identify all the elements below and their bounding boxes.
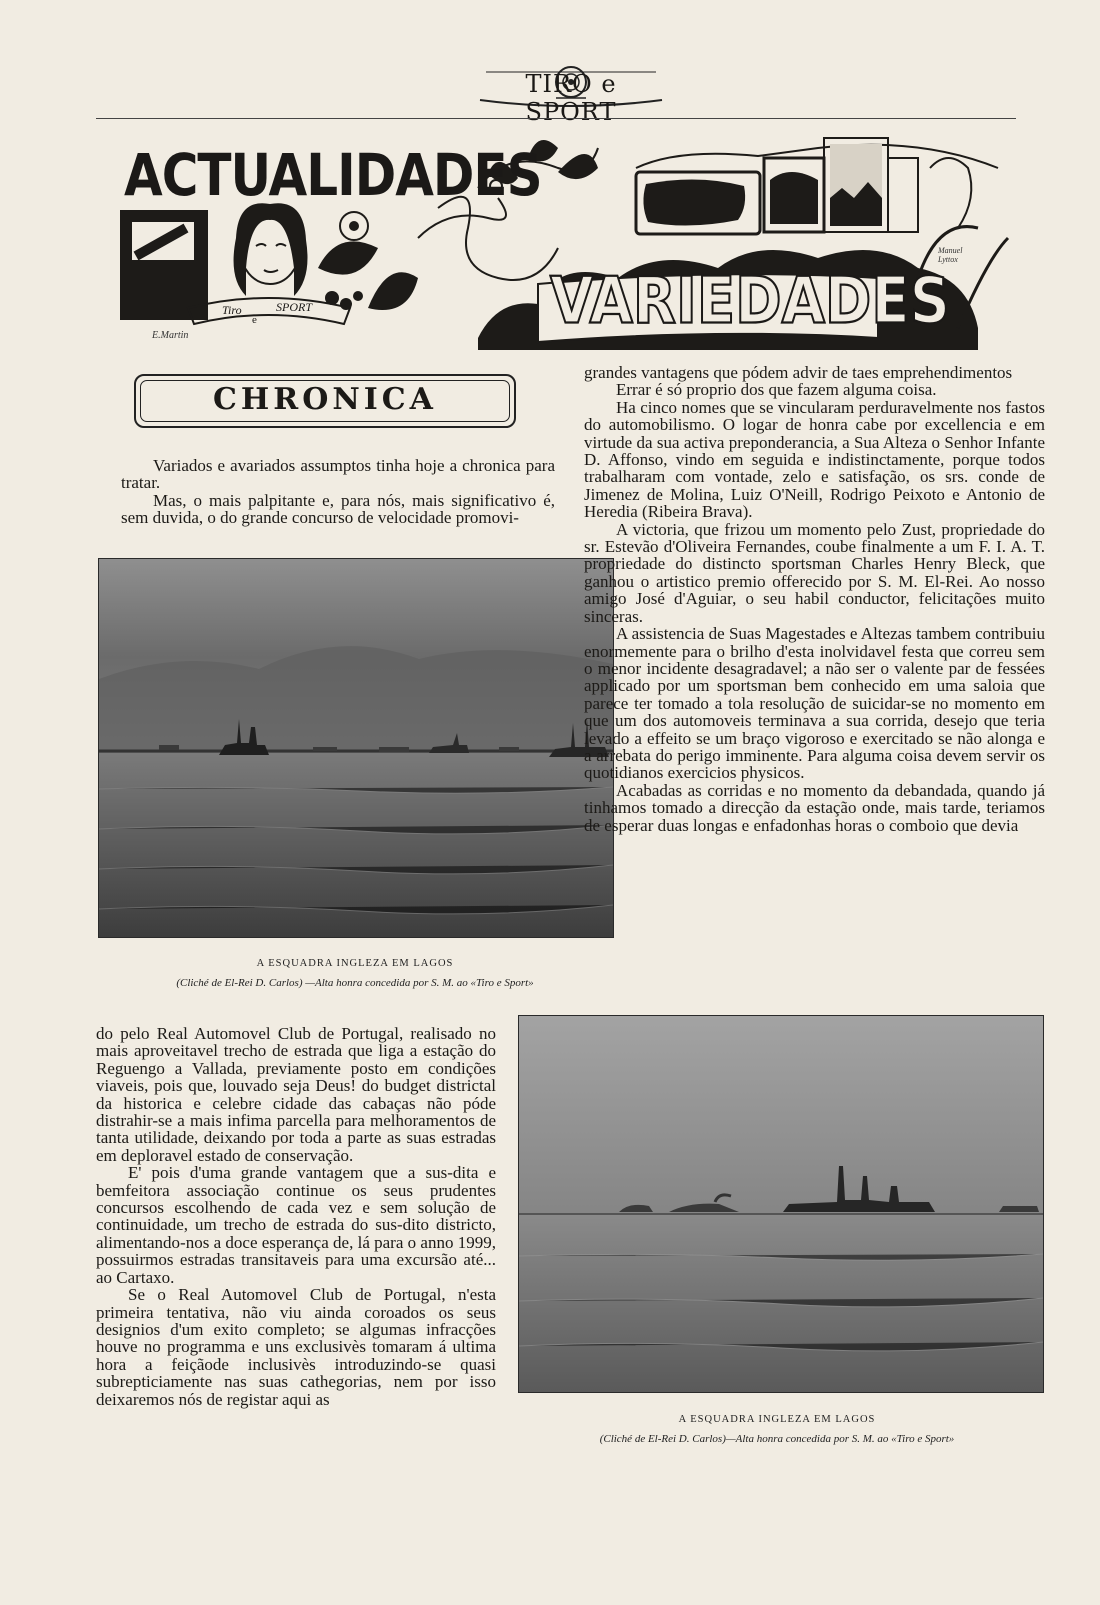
article-column-left-top bbox=[121, 457, 555, 527]
paragraph: Mas, o mais palpitante e, para nós, mais significativo é, sem duvida, o do grande concurso de velocidade promovi- bbox=[121, 490, 555, 528]
paragraph: E' pois d'uma grande vantagem que a sus-dita e bemfeitora associação continue os seus prudentes concursos escolhendo de cada vez e sem solução de continuidade, um trecho de estrada do sus-dito districto, alimentando-nos a doce esperança de, lá para o anno 1999, possuirmos estradas transitaveis para uma excursão até... ao Cartaxo. bbox=[96, 1163, 496, 1287]
article-column-right-top bbox=[584, 364, 1045, 834]
paragraph: A victoria, que frizou um momento pelo Zust, propriedade do sr. Estevão d'Oliveira Fernandes, coube finalmente a um F. I. A. T. propriedade do distincto sportsman Charles Henry Bleck, que ganhou o artistico premio offerecido por S. M. El-Rei. Ao nosso amigo José d'Aguiar, o seu habil conductor, felicitações muito sinceras. bbox=[584, 519, 1045, 626]
paragraph: Variados e avariados assumptos tinha hoje a chronica para tratar. bbox=[121, 456, 555, 493]
paragraph: Se o Real Automovel Club de Portugal, n'esta primeira tentativa, não viu ainda coroados os seus designios d'um exito completo; se algumas infracções houve no programma e uns exclusivès tomaram á ultima hora a feiçãode inclusivès introduzindo-se quasi subrepticiamente nas suas cathegorias, nem por isso deixaremos nós de registar aqui as bbox=[96, 1285, 496, 1409]
artist-signature-right: Manuel Lyttox bbox=[938, 246, 963, 264]
masthead-logo bbox=[476, 62, 666, 126]
paragraph: Errar é só proprio dos que fazem alguma coisa. bbox=[616, 380, 937, 400]
article-column-left-bottom bbox=[96, 1025, 496, 1408]
banner-title-variedades: VARIEDADES bbox=[550, 264, 950, 339]
section-title: CHRONICA bbox=[213, 382, 437, 417]
banner-title-actualidades: ACTUALIDADES bbox=[124, 142, 542, 209]
paragraph: do pelo Real Automovel Club de Portugal, realisado no mais aproveitavel trecho de estrada que liga a estação do Reguengo a Vallada, previamente posto em condições viaveis, pois que, louvado seja Deus! do budget districtal da historica e celebre cidade das cabaças não póde distrahir-se a mais infima parcella para melhoramentos de tanta utilidade, deixando por toda a parte as suas estradas em deploravel estado de conservação. bbox=[96, 1024, 496, 1165]
paragraph: Acabadas as corridas e no momento da debandada, quando já tinhamos tomado a direcção da estação onde, mais tarde, teriamos de esperar duas longas e enfadonhas horas o comboio que devia bbox=[584, 780, 1045, 835]
caption-title: A ESQUADRA INGLEZA EM LAGOS bbox=[256, 958, 454, 969]
caption-credit: (Cliché de El-Rei D. Carlos)—Alta honra concedida por S. M. ao «Tiro e Sport» bbox=[599, 1433, 955, 1445]
paragraph: A assistencia de Suas Magestades e Altezas tambem contribuiu enormemente para o brilho d'esta inolvidavel festa que correu sem o menor incidente desagradavel; a não ser o valente par de fessées applicado por um sportsman bem conhecido em uma saloia que parece ter tomado a tola resolução de suicidar-se no momento em que um dos automoveis terminava a sua corrida, desejo que teria levado a effeito se um braço vigoroso e exercitado se não alonga e a arrebata do perigo imminente. Para alguma coisa devem servir os quotidianos exercicios physicos. bbox=[584, 624, 1045, 783]
banner-sport-label: SPORT bbox=[276, 300, 312, 314]
photo-english-fleet-2 bbox=[518, 1015, 1044, 1393]
artist-signature-left: E.Martin bbox=[152, 330, 189, 341]
masthead-title: TIRO e SPORT bbox=[525, 70, 617, 126]
banner-e-label: e bbox=[252, 314, 257, 326]
caption-title: A ESQUADRA INGLEZA EM LAGOS bbox=[678, 1414, 876, 1425]
caption-credit: (Cliché de El-Rei D. Carlos) —Alta honra concedida por S. M. ao «Tiro e Sport» bbox=[176, 977, 534, 989]
paragraph: Ha cinco nomes que se vincularam perduravelmente nos fastos do automobilismo. O logar de honra cabe por excellencia e em virtude da sua activa preponderancia, a Sua Alteza o Senhor Infante D. Affonso, vindo em seguida e indistinctamente, porque todos trabalharam com vontade, zelo e satisfação, os srs. conde de Jimenez de Molina, Luiz O'Neill, Rodrigo Peixoto e Antonio de Heredia (Ribeira Brava). bbox=[584, 397, 1045, 522]
header-rule bbox=[96, 118, 1016, 119]
banner-tiro-label: Tiro bbox=[222, 303, 242, 317]
photo-2-caption bbox=[512, 1414, 1042, 1445]
section-header-box bbox=[134, 374, 516, 428]
paragraph: grandes vantagens que pódem advir de taes emprehendimentos bbox=[584, 363, 1013, 382]
decorative-banner bbox=[118, 128, 1016, 350]
photo-english-fleet-1 bbox=[98, 558, 614, 938]
photo-1-caption bbox=[98, 958, 612, 989]
